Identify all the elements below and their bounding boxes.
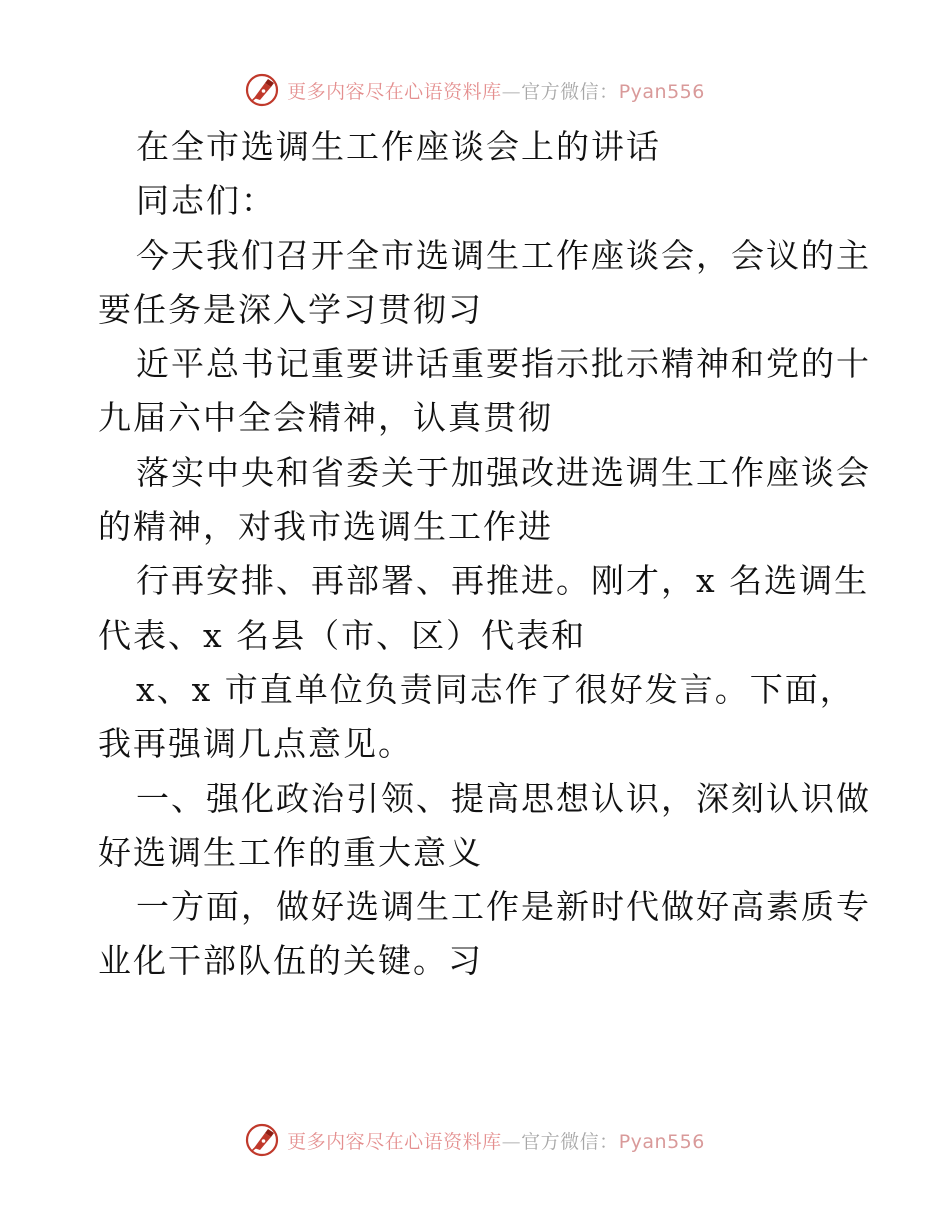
paragraph-line: 业化干部队伍的关键。习 <box>98 941 483 981</box>
paragraph-line: 好选调生工作的重大意义 <box>98 832 483 872</box>
watermark-wechat-id: Pyan556 <box>618 1130 705 1153</box>
paragraph-line: x、x 市直单位负责同志作了很好发言。下面， <box>136 669 855 709</box>
paragraph-line: 落实中央和省委关于加强改进选调生工作座谈会 <box>136 452 871 492</box>
watermark-wechat-id: Pyan556 <box>618 80 705 103</box>
paragraph-line: 一方面，做好选调生工作是新时代做好高素质专 <box>136 887 871 927</box>
watermark-wechat-label: 官方微信： <box>521 1130 619 1153</box>
watermark-text <box>287 1127 705 1154</box>
paragraph-line: 要任务是深入学习贯彻习 <box>98 289 483 329</box>
paragraph-line: 同志们： <box>136 181 276 221</box>
watermark-separator: — <box>501 80 522 103</box>
paragraph-line: 我再强调几点意见。 <box>98 724 413 764</box>
paragraph-line: 九届六中全会精神，认真贯彻 <box>98 398 553 438</box>
watermark-wechat-label: 官方微信： <box>521 80 619 103</box>
watermark-text <box>287 77 705 104</box>
paragraph-line: 一、强化政治引领、提高思想认识，深刻认识做 <box>136 778 871 818</box>
paragraph-line: 行再安排、再部署、再推进。刚才，x 名选调生 <box>136 561 870 601</box>
watermark-header <box>0 70 950 110</box>
watermark-site: 更多内容尽在心语资料库 <box>287 1130 502 1153</box>
watermark-site: 更多内容尽在心语资料库 <box>287 80 502 103</box>
paragraph-line: 近平总书记重要讲话重要指示批示精神和党的十 <box>136 344 871 384</box>
watermark-separator: — <box>501 1130 522 1153</box>
paragraph-line: 的精神，对我市选调生工作进 <box>98 507 553 547</box>
document-body <box>98 120 871 989</box>
pen-nib-logo-icon <box>245 1123 279 1157</box>
paragraph-line: 今天我们召开全市选调生工作座谈会，会议的主 <box>136 235 871 275</box>
paragraph-line: 代表、x 名县（市、区）代表和 <box>98 615 587 655</box>
pen-nib-logo-icon <box>245 73 279 107</box>
watermark-footer <box>0 1120 950 1160</box>
document-title: 在全市选调生工作座谈会上的讲话 <box>136 127 661 166</box>
